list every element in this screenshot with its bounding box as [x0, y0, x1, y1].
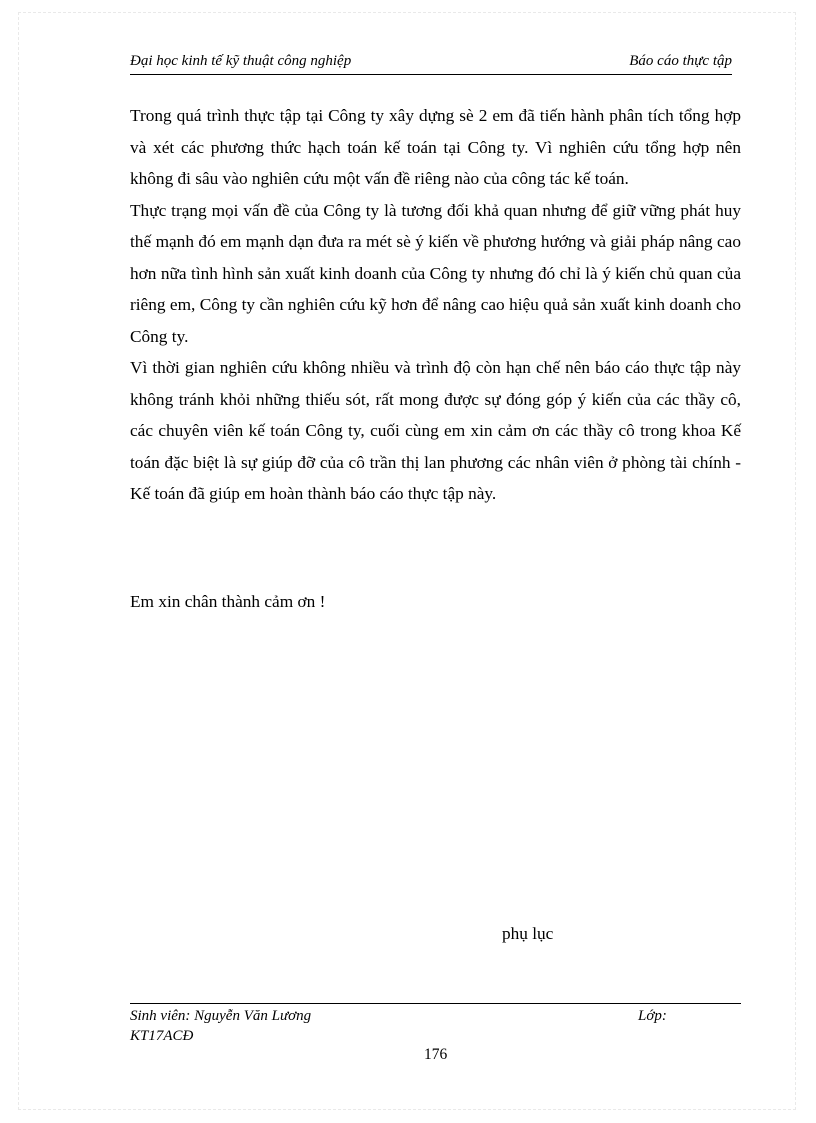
appendix-heading: phụ lục	[502, 924, 554, 943]
footer-class-code: KT17ACĐ	[130, 1028, 194, 1044]
footer-class-label: Lớp:	[638, 1008, 667, 1024]
page-number: 176	[424, 1046, 448, 1063]
body-text	[130, 100, 741, 510]
page-footer	[130, 1003, 741, 1044]
paragraph-acknowledgement: Vì thời gian nghiên cứu không nhiều và trình độ còn hạn chế nên báo cáo thực tập này không tránh khỏi những thiếu sót, rất mong được sự đóng góp ý kiến của các thầy cô, các chuyên viên kế toán Công ty, cuối cùng em xin cảm ơn các thầy cô trong khoa Kế toán đặc biệt là sự giúp đỡ của cô trần thị lan phương các nhân viên ở phòng tài chính - Kế toán đã giúp em hoàn thành báo cáo thực tập này.	[130, 358, 741, 503]
header-report-title: Báo cáo thực tập	[629, 53, 732, 69]
paragraph-assessment: Thực trạng mọi vấn đề của Công ty là tương đối khả quan nhưng để giữ vững phát huy thế mạnh đó em mạnh dạn đưa ra mét sè ý kiến về phương hướng và giải pháp nâng cao hơn nữa tình hình sản xuất kinh doanh của Công ty nhưng đó chỉ là ý kiến chủ quan của riêng em, Công ty cần nghiên cứu kỹ hơn để nâng cao hiệu quả sản xuất kinh doanh cho Công ty.	[130, 200, 741, 346]
paragraph-summary: Trong quá trình thực tập tại Công ty xây dựng sè 2 em đã tiến hành phân tích tổng hợp và xét các phương thức hạch toán kế toán tại Công ty. Vì nghiên cứu tổng hợp nên không đi sâu vào nghiên cứu một vấn đề riêng nào của công tác kế toán.	[130, 106, 741, 188]
page-header	[130, 52, 732, 75]
footer-student-name: Sinh viên: Nguyễn Văn Lương	[130, 1008, 312, 1024]
closing-thanks: Em xin chân thành cảm ơn !	[130, 592, 326, 611]
header-school-name: Đại học kinh tế kỹ thuật công nghiệp	[130, 53, 352, 69]
